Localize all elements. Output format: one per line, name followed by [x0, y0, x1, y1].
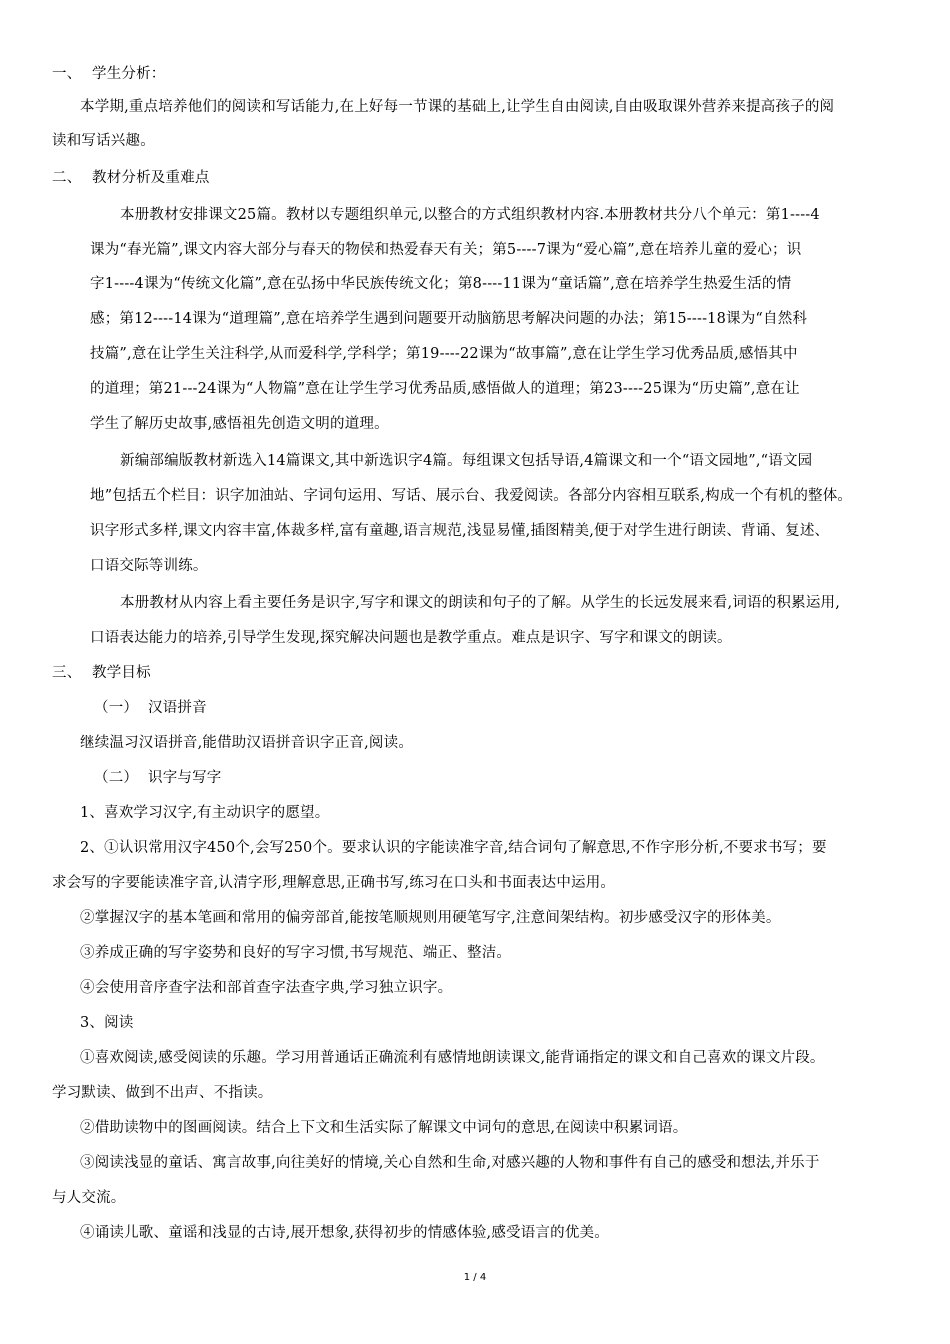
section-1-title: 学生分析： [92, 66, 166, 82]
section-2-para1-line: 课为“春光篇”,课文内容大部分与春天的物侯和热爱春天有关；第5----7课为“爱心篇”,意在培养儿童的爱心；识 [90, 242, 802, 258]
subsection-2-number: （二） [94, 770, 139, 786]
literacy-item: ④会使用音序查字法和部首查字法查字典,学习独立识字。 [80, 980, 453, 996]
subsection-1-number: （一） [94, 700, 139, 716]
reading-item: 与人交流。 [52, 1190, 126, 1206]
section-2-heading [52, 168, 210, 188]
reading-item: ①喜欢阅读,感受阅读的乐趣。学习用普通话正确流利有感情地朗读课文,能背诵指定的课文和自己喜欢的课文片段。 [80, 1050, 825, 1066]
section-2-para2-line: 新编部编版教材新选入14篇课文,其中新选识字4篇。每组课文包括导语,4篇课文和一个“语文园地”,“语文园 [120, 453, 813, 469]
section-2-para3-line: 本册教材从内容上看主要任务是识字,写字和课文的朗读和句子的了解。从学生的长远发展来看,词语的积累运用, [120, 595, 841, 611]
literacy-item: ③养成正确的写字姿势和良好的写字习惯,书写规范、端正、整洁。 [80, 945, 512, 961]
section-3-number: 三、 [52, 665, 82, 681]
literacy-item: 2、①认识常用汉字450个,会写250个。要求认识的字能读准字音,结合词句了解意思,不作字形分析,不要求书写；要 [80, 840, 827, 856]
section-2-title: 教材分析及重难点 [92, 170, 210, 186]
section-2-para1-line: 的道理；第21---24课为“人物篇”意在让学生学习优秀品质,感悟做人的道理；第23----25课为“历史篇”,意在让 [90, 381, 800, 397]
section-2-number: 二、 [52, 170, 82, 186]
reading-heading: 3、阅读 [80, 1015, 134, 1031]
literacy-item: ②掌握汉字的基本笔画和常用的偏旁部首,能按笔顺规则用硬笔写字,注意间架结构。初步感受汉字的形体美。 [80, 910, 781, 926]
subsection-1-text: 继续温习汉语拼音,能借助汉语拼音识字正音,阅读。 [80, 735, 414, 751]
literacy-item: 求会写的字要能读准字音,认清字形,理解意思,正确书写,练习在口头和书面表达中运用。 [52, 875, 616, 891]
section-2-para3-line: 口语表达能力的培养,引导学生发现,探究解决问题也是教学重点。难点是识字、写字和课文的朗读。 [90, 630, 732, 646]
section-2-para1-line: 字1----4课为“传统文化篇”,意在弘扬中华民族传统文化；第8----11课为“童话篇”,意在培养学生热爱生活的情 [90, 276, 792, 292]
subsection-2-heading [94, 768, 222, 788]
section-3-heading [52, 663, 151, 683]
reading-item: ④诵读儿歌、童谣和浅显的古诗,展开想象,获得初步的情感体验,感受语言的优美。 [80, 1225, 609, 1241]
section-2-para2-line: 地”包括五个栏目：识字加油站、字词句运用、写话、展示台、我爱阅读。各部分内容相互联系,构成一个有机的整体。 [90, 488, 853, 504]
section-1-para-line: 本学期,重点培养他们的阅读和写话能力,在上好每一节课的基础上,让学生自由阅读,自由吸取课外营养来提高孩子的阅 [80, 99, 835, 115]
section-2-para1-line: 感；第12----14课为“道理篇”,意在培养学生遇到问题要开动脑筋思考解决问题的办法；第15----18课为“自然科 [90, 311, 808, 327]
subsection-1-heading [94, 698, 207, 718]
subsection-1-title: 汉语拼音 [148, 700, 207, 716]
section-1-para-line: 读和写话兴趣。 [52, 133, 155, 149]
subsection-2-title: 识字与写字 [148, 770, 222, 786]
literacy-item: 1、喜欢学习汉字,有主动识字的愿望。 [80, 805, 330, 821]
section-2-para2-line: 口语交际等训练。 [90, 558, 208, 574]
reading-item: ③阅读浅显的童话、寓言故事,向往美好的情境,关心自然和生命,对感兴趣的人物和事件有自己的感受和想法,并乐于 [80, 1155, 820, 1171]
reading-item: 学习默读、做到不出声、不指读。 [52, 1085, 273, 1101]
page-number: 1 / 4 [463, 1272, 487, 1283]
section-1-number: 一、 [52, 66, 82, 82]
reading-item: ②借助读物中的图画阅读。结合上下文和生活实际了解课文中词句的意思,在阅读中积累词语。 [80, 1120, 688, 1136]
section-2-para1-line: 学生了解历史故事,感悟祖先创造文明的道理。 [90, 416, 389, 432]
section-1-heading [52, 64, 166, 84]
section-3-title: 教学目标 [92, 665, 151, 681]
section-2-para2-line: 识字形式多样,课文内容丰富,体裁多样,富有童趣,语言规范,浅显易懂,插图精美,便于对学生进行朗读、背诵、复述、 [90, 523, 830, 539]
section-2-para1-line: 本册教材安排课文25篇。教材以专题组织单元,以整合的方式组织教材内容.本册教材共分八个单元：第1----4 [120, 207, 820, 223]
section-2-para1-line: 技篇”,意在让学生关注科学,从而爱科学,学科学；第19----22课为“故事篇”,意在让学生学习优秀品质,感悟其中 [90, 346, 798, 362]
